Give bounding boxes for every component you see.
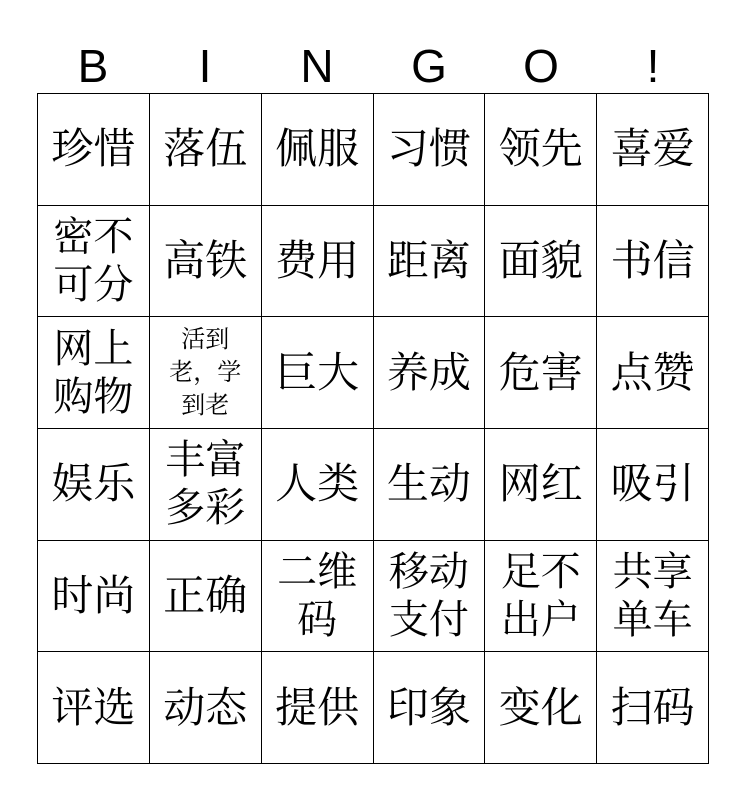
bingo-cell[interactable] [262, 541, 374, 653]
cell-text: 网红 [498, 459, 583, 509]
cell-text: 领先 [498, 124, 583, 174]
cell-text: 珍惜 [51, 124, 136, 174]
bingo-cell[interactable] [38, 541, 150, 653]
cell-text: 活到老，学到老 [169, 325, 242, 420]
cell-text: 距离 [386, 235, 471, 285]
cell-text: 足不出户 [500, 548, 581, 643]
cell-text: 提供 [275, 682, 360, 732]
bingo-cell[interactable] [150, 317, 262, 429]
bingo-cell[interactable] [150, 652, 262, 764]
bingo-cell[interactable] [597, 541, 709, 653]
bingo-cell[interactable] [374, 541, 486, 653]
bingo-cell[interactable] [597, 206, 709, 318]
header-letter-i: I [198, 40, 212, 92]
cell-text: 高铁 [163, 235, 248, 285]
bingo-cell[interactable] [38, 652, 150, 764]
cell-text: 喜爱 [610, 124, 695, 174]
bingo-header [37, 38, 709, 94]
cell-text: 养成 [386, 347, 471, 397]
cell-text: 习惯 [386, 124, 471, 174]
header-letter-o: O [523, 40, 559, 92]
header-letter-exclamation: ! [646, 40, 660, 92]
bingo-cell[interactable] [374, 94, 486, 206]
bingo-cell[interactable] [262, 429, 374, 541]
bingo-board [37, 93, 709, 764]
bingo-cell[interactable] [262, 206, 374, 318]
bingo-cell[interactable] [374, 317, 486, 429]
bingo-cell[interactable] [597, 429, 709, 541]
cell-text: 正确 [163, 570, 248, 620]
bingo-cell[interactable] [485, 652, 597, 764]
cell-text: 网上购物 [53, 325, 134, 420]
bingo-cell[interactable] [374, 429, 486, 541]
bingo-cell[interactable] [150, 429, 262, 541]
bingo-cell[interactable] [38, 429, 150, 541]
bingo-cell[interactable] [262, 317, 374, 429]
cell-text: 移动支付 [388, 548, 469, 643]
cell-text: 丰富多彩 [165, 437, 246, 532]
cell-text: 二维码 [277, 548, 358, 643]
bingo-cell[interactable] [485, 429, 597, 541]
bingo-cell[interactable] [150, 94, 262, 206]
bingo-cell[interactable] [38, 206, 150, 318]
cell-text: 共享单车 [612, 548, 693, 643]
cell-text: 书信 [610, 235, 695, 285]
cell-text: 娱乐 [51, 459, 136, 509]
cell-text: 时尚 [51, 570, 136, 620]
cell-text: 扫码 [610, 682, 695, 732]
cell-text: 巨大 [275, 347, 360, 397]
header-letter-n: N [300, 40, 334, 92]
cell-text: 印象 [386, 682, 471, 732]
cell-text: 佩服 [275, 124, 360, 174]
bingo-cell[interactable] [38, 94, 150, 206]
bingo-cell[interactable] [485, 541, 597, 653]
bingo-cell[interactable] [262, 652, 374, 764]
cell-text: 落伍 [163, 124, 248, 174]
header-letter-g: G [411, 40, 447, 92]
cell-text: 费用 [275, 235, 360, 285]
bingo-cell[interactable] [597, 652, 709, 764]
cell-text: 点赞 [610, 347, 695, 397]
bingo-cell[interactable] [374, 652, 486, 764]
bingo-cell[interactable] [597, 317, 709, 429]
bingo-cell[interactable] [262, 94, 374, 206]
bingo-cell[interactable] [485, 317, 597, 429]
cell-text: 动态 [163, 682, 248, 732]
cell-text: 吸引 [610, 459, 695, 509]
bingo-cell[interactable] [485, 206, 597, 318]
cell-text: 评选 [51, 682, 136, 732]
bingo-cell[interactable] [597, 94, 709, 206]
cell-text: 人类 [275, 459, 360, 509]
bingo-cell[interactable] [374, 206, 486, 318]
header-letter-b: B [77, 40, 109, 92]
bingo-cell[interactable] [150, 541, 262, 653]
bingo-cell[interactable] [150, 206, 262, 318]
cell-text: 变化 [498, 682, 583, 732]
cell-text: 生动 [386, 459, 471, 509]
bingo-cell[interactable] [38, 317, 150, 429]
cell-text: 危害 [498, 347, 583, 397]
cell-text: 密不可分 [53, 213, 134, 308]
cell-text: 面貌 [498, 235, 583, 285]
bingo-cell[interactable] [485, 94, 597, 206]
